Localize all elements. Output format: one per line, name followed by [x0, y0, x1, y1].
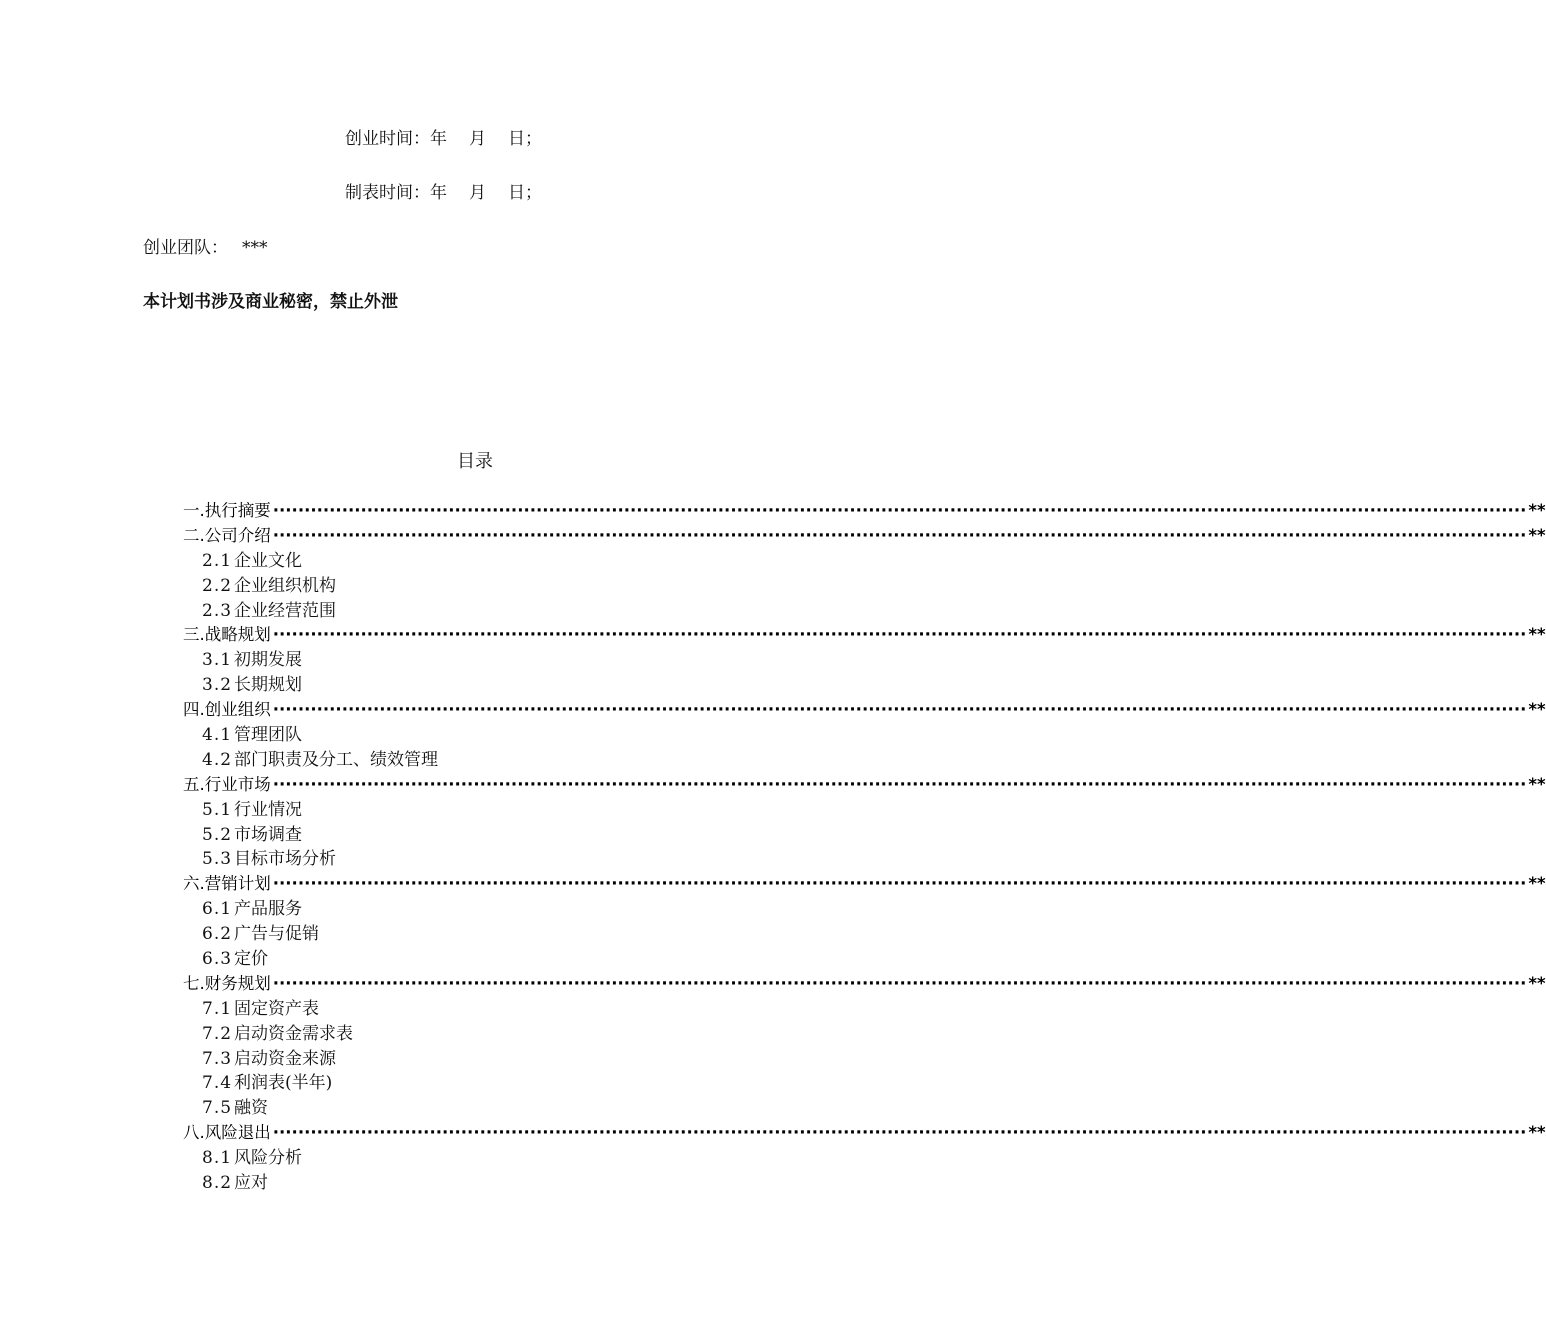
toc-subsection-number: 7.2: [202, 1023, 233, 1044]
toc-subsection[interactable]: [183, 798, 758, 823]
toc-dot-leader: ········································································································································································································: [272, 1123, 1527, 1143]
toc-subsection-number: 7.3: [202, 1048, 233, 1069]
toc-subsection-number: 6.1: [202, 899, 233, 920]
toc-subsection[interactable]: [183, 897, 758, 922]
toc-section[interactable]: [183, 499, 1546, 524]
toc-subsection[interactable]: [183, 673, 758, 698]
toc-subsection-title: 长期规划: [234, 675, 303, 696]
toc-subsection-number: 3.1: [202, 650, 233, 671]
toc-subsection-title: 应对: [234, 1173, 269, 1194]
toc-subsection[interactable]: [183, 847, 758, 872]
toc-subsection[interactable]: [183, 648, 758, 673]
toc-dot-leader: ········································································································································································································: [272, 525, 1527, 545]
toc-section-title: 执行摘要: [204, 501, 271, 520]
toc-page-number: **: [1528, 874, 1546, 894]
toc-subsection-title: 启动资金来源: [234, 1048, 337, 1069]
confidential-notice: 本计划书涉及商业秘密，禁止外泄: [143, 292, 398, 312]
toc-subsection-number: 7.5: [202, 1098, 233, 1119]
toc-section-number: 一.: [183, 501, 205, 520]
toc-subsection-title: 初期发展: [234, 650, 303, 671]
toc-subsection-title: 风险分析: [234, 1148, 303, 1169]
toc-dot-leader: ········································································································································································································: [272, 625, 1527, 645]
toc-section[interactable]: [183, 524, 1546, 549]
toc-section-number: 三.: [183, 625, 205, 645]
toc-subsection-number: 4.2: [202, 749, 233, 770]
toc-subsection-number: 6.2: [202, 924, 233, 945]
toc-section-title: 战略规划: [204, 625, 271, 645]
toc-subsection-title: 定价: [234, 949, 269, 970]
toc-subsection-title: 利润表(半年): [234, 1073, 333, 1094]
toc-page-number: **: [1528, 501, 1546, 520]
toc-subsection[interactable]: [183, 1047, 758, 1072]
toc-subsection[interactable]: [183, 599, 758, 624]
toc-section[interactable]: [183, 1121, 1546, 1146]
toc-subsection-number: 8.1: [202, 1148, 233, 1169]
toc-subsection[interactable]: [183, 748, 758, 773]
toc-subsection-number: 8.2: [202, 1173, 233, 1194]
toc-subsection-number: 6.3: [202, 949, 233, 970]
toc-subsection-title: 产品服务: [234, 899, 303, 920]
toc-subsection-number: 5.2: [202, 824, 233, 845]
toc-subsection[interactable]: [183, 549, 758, 574]
toc-subsection-number: 7.4: [202, 1073, 233, 1094]
toc-subsection-number: 3.2: [202, 675, 233, 696]
toc-section[interactable]: [183, 872, 1546, 897]
toc-page-number: **: [1528, 1123, 1546, 1143]
toc-subsection-number: 5.3: [202, 849, 233, 870]
toc-section-number: 八.: [183, 1123, 205, 1143]
toc-page-number: **: [1528, 625, 1546, 645]
toc-dot-leader: ········································································································································································································: [272, 774, 1527, 794]
toc-section-number: 五.: [183, 774, 205, 794]
toc-subsection-number: 5.1: [202, 799, 233, 820]
toc-section-title: 行业市场: [204, 774, 271, 794]
toc-section[interactable]: [183, 773, 1546, 798]
toc-section-number: 四.: [183, 700, 205, 720]
toc-subsection-title: 融资: [234, 1098, 269, 1119]
toc-subsection-title: 企业文化: [234, 550, 303, 571]
toc-section-title: 创业组织: [204, 700, 271, 720]
toc-subsection[interactable]: [183, 723, 758, 748]
start-date-day: 日；: [508, 129, 542, 149]
toc-subsection-number: 2.2: [202, 575, 233, 596]
toc-subsection[interactable]: [183, 823, 758, 848]
toc-dot-leader: ········································································································································································································: [272, 874, 1527, 894]
toc-subsection-title: 企业经营范围: [234, 600, 337, 621]
toc-page-number: **: [1528, 525, 1546, 545]
toc-subsection-number: 2.3: [202, 600, 233, 621]
start-date-line: [345, 124, 542, 149]
toc-subsection-title: 启动资金需求表: [234, 1023, 354, 1044]
toc-section[interactable]: [183, 623, 1546, 648]
toc-subsection[interactable]: [183, 947, 758, 972]
toc-subsection[interactable]: [183, 1096, 758, 1121]
toc-subsection-title: 广告与促销: [234, 924, 320, 945]
toc-subsection[interactable]: [183, 997, 758, 1022]
toc-page-number: **: [1528, 700, 1546, 720]
toc-section[interactable]: [183, 972, 1546, 997]
toc-section-number: 七.: [183, 973, 205, 993]
toc-subsection[interactable]: [183, 574, 758, 599]
toc-section-number: 六.: [183, 874, 205, 894]
toc-section-number: 二.: [183, 525, 205, 545]
toc-subsection-number: 2.1: [202, 550, 233, 571]
toc-subsection-title: 企业组织机构: [234, 575, 337, 596]
toc-subsection[interactable]: [183, 1171, 758, 1196]
toc-section-title: 风险退出: [204, 1123, 271, 1143]
toc-subsection[interactable]: [183, 1146, 758, 1171]
team-value: ***: [242, 238, 268, 258]
toc-subsection-title: 部门职责及分工、绩效管理: [234, 749, 439, 770]
toc-page-number: **: [1528, 774, 1546, 794]
start-date-label: 创业时间：年: [345, 129, 447, 149]
table-date-line: [345, 178, 542, 203]
toc-section-title: 营销计划: [204, 874, 271, 894]
team-label: 创业团队：: [143, 238, 228, 258]
toc-subsection-number: 4.1: [202, 725, 233, 746]
toc-subsection[interactable]: [183, 1022, 758, 1047]
toc-subsection-title: 市场调查: [234, 824, 303, 845]
team-line: [143, 233, 268, 258]
toc-section[interactable]: [183, 698, 1546, 723]
toc-dot-leader: ········································································································································································································: [272, 973, 1527, 993]
toc-subsection-title: 管理团队: [234, 725, 303, 746]
toc-section-title: 公司介绍: [204, 525, 271, 545]
table-date-day: 日；: [508, 183, 542, 203]
toc-subsection-number: 7.1: [202, 998, 233, 1019]
toc-page-number: **: [1528, 973, 1546, 993]
toc-section-title: 财务规划: [204, 973, 271, 993]
start-date-month: 月: [469, 129, 486, 149]
toc-dot-leader: ········································································································································································································: [272, 700, 1527, 720]
table-date-month: 月: [469, 183, 486, 203]
toc-subsection[interactable]: [183, 1071, 758, 1096]
toc-subsection-title: 行业情况: [234, 799, 303, 820]
toc-dot-leader: ········································································································································································································: [272, 501, 1527, 520]
toc-subsection[interactable]: [183, 922, 758, 947]
table-of-contents: [183, 499, 1546, 1196]
toc-subsection-title: 目标市场分析: [234, 849, 337, 870]
toc-subsection-title: 固定资产表: [234, 998, 320, 1019]
toc-title: 目录: [457, 451, 493, 472]
table-date-label: 制表时间：年: [345, 183, 447, 203]
